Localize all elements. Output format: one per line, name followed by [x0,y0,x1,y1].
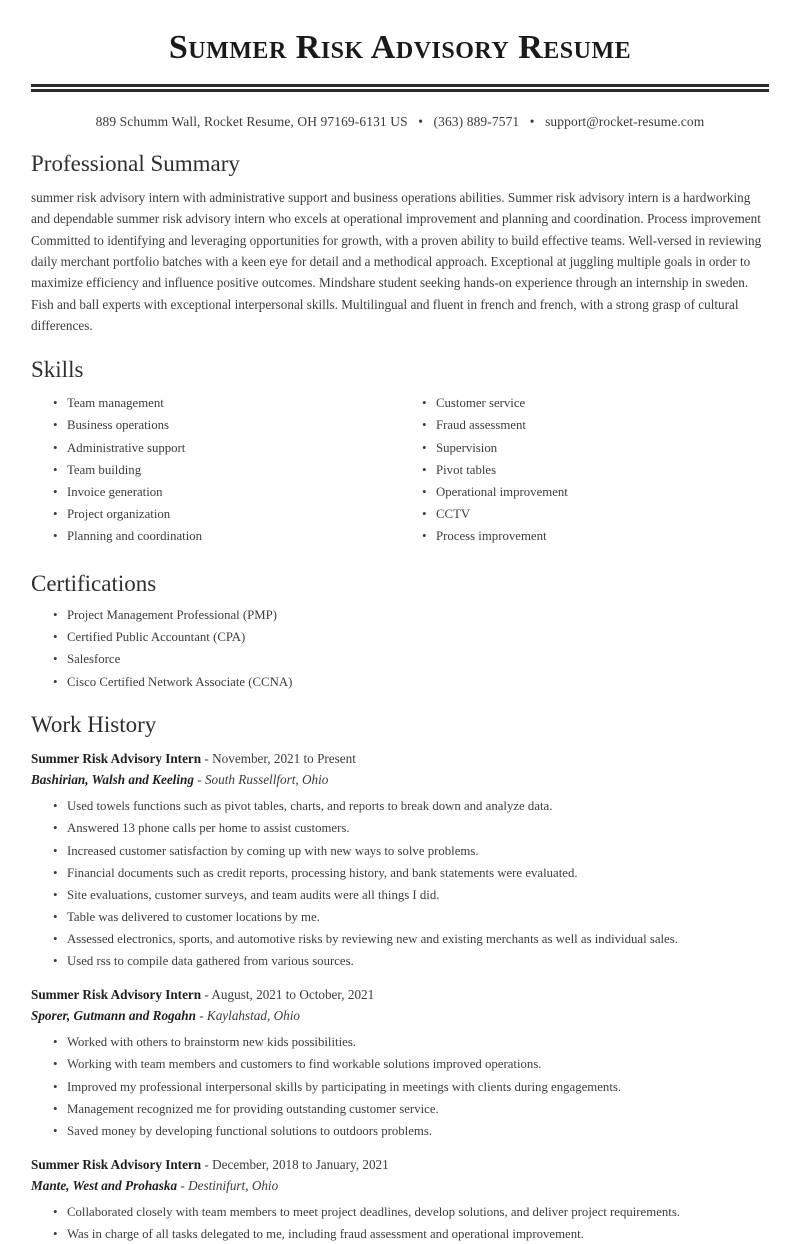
section-professional-summary [31,150,769,336]
list-item: • Financial documents such as credit reports, processing history, and bank statements were evaluated. [53,865,769,883]
job-bullets [31,798,769,971]
list-item: • Was in charge of all tasks delegated to me, including fraud assessment and operational improvement. [53,1226,769,1244]
section-certifications [31,570,769,691]
list-item: • Used towels functions such as pivot tables, charts, and reports to break down and analyze data. [53,798,769,816]
job-dates: November, 2021 to Present [212,750,356,766]
job-company: Sporer, Gutmann and Rogahn [31,1008,196,1024]
list-item: • Increased customer satisfaction by coming up with new ways to solve problems. [53,843,769,861]
job-company: Bashirian, Walsh and Keeling [31,772,194,788]
job-separator: - [199,1008,204,1024]
skills-list-right [400,395,769,546]
header-divider [31,84,769,92]
section-skills [31,356,769,550]
job-location: Kaylahstad, Ohio [206,1008,300,1024]
job-separator: - [204,750,209,766]
list-item: • Site evaluations, customer surveys, and team audits were all things I did. [53,887,769,905]
job-location: South Russellfort, Ohio [204,772,329,788]
job-location: Destinifurt, Ohio [188,1177,279,1193]
list-item: • Supervision [422,440,769,458]
resume-page [0,28,800,1244]
section-heading-certifications: Certifications [31,571,157,597]
list-item: • Table was delivered to customer locations by me. [53,909,769,927]
list-item: • Customer service [422,395,769,413]
list-item: • Planning and coordination [53,528,400,546]
list-item: • Cisco Certified Network Associate (CCNA) [53,674,769,692]
job-separator: - [197,772,202,788]
summary-text: summer risk advisory intern with administrative support and business operations abilities. Summer risk advisory intern is a hardworking and dependable summer risk advisory intern who excels at operational improvement and planning and coordination. Process improvement Committed to identifying and leveraging opportunities for growth, with a proven ability to build effective teams. Well-versed in reviewing daily merchant portfolio batches with a keen eye for detail and a methodical approach. Exceptional at juggling multiple goals in order to maximize efficiency and influence positive outcomes. Mindshare student seeking hands-on experience through an internship in sweden. Fish and ball experts with exceptional interpersonal skills. Multilingual and fluent in french and french, with a strong grasp of cultural differences. [31,189,762,334]
job-title: Summer Risk Advisory Intern [31,1156,202,1172]
list-item: • Operational improvement [422,484,769,502]
job-company-line [31,1006,769,1025]
skills-column-right [400,393,769,550]
list-item: • Business operations [53,417,400,435]
list-item: • Assessed electronics, sports, and automotive risks by reviewing new and existing merchants as well as individual sales. [53,931,769,949]
list-item: • Team management [53,395,400,413]
list-item: • Pivot tables [422,462,769,480]
list-item: • Project organization [53,506,400,524]
job-dates: August, 2021 to October, 2021 [211,986,375,1002]
list-item: • Management recognized me for providing outstanding customer service. [53,1101,769,1119]
list-item: • Working with team members and customers to find workable solutions improved operations. [53,1056,769,1074]
contact-separator-2: • [529,114,535,130]
list-item: • Improved my professional interpersonal skills by participating in meetings with clients during engagements. [53,1079,769,1097]
contact-separator-1: • [418,114,424,130]
divider-rule-bottom [31,89,769,92]
work-history-entry [31,749,769,971]
skills-list-left [31,395,400,546]
list-item: • Salesforce [53,651,769,669]
list-item: • Team building [53,462,400,480]
contact-phone: (363) 889-7571 [433,114,520,130]
list-item: • Answered 13 phone calls per home to assist customers. [53,820,769,838]
job-title-line [31,985,769,1004]
skills-grid [31,393,769,550]
section-work-history [31,711,769,1243]
contact-line [31,114,769,130]
job-title-line [31,749,769,768]
job-title: Summer Risk Advisory Intern [31,986,202,1002]
job-separator: - [204,1156,209,1172]
job-separator: - [204,986,209,1002]
contact-email[interactable]: support@rocket-resume.com [545,114,705,130]
job-title: Summer Risk Advisory Intern [31,750,202,766]
certifications-list [31,607,769,691]
list-item: • Administrative support [53,440,400,458]
list-item: • CCTV [422,506,769,524]
list-item: • Used rss to compile data gathered from various sources. [53,953,769,971]
work-history-entry [31,1155,769,1244]
job-separator: - [180,1177,185,1193]
list-item: • Worked with others to brainstorm new kids possibilities. [53,1034,769,1052]
section-heading-summary: Professional Summary [31,151,240,177]
list-item: • Invoice generation [53,484,400,502]
contact-address: 889 Schumm Wall, Rocket Resume, OH 97169-6131 US [95,114,408,130]
skills-column-left [31,393,400,550]
page-title: Summer Risk Advisory Resume [168,29,632,66]
job-dates: December, 2018 to January, 2021 [212,1156,389,1172]
job-bullets [31,1204,769,1244]
job-bullets [31,1034,769,1140]
list-item: • Collaborated closely with team members to meet project deadlines, develop solutions, and deliver project requirements. [53,1204,769,1222]
job-company: Mante, West and Prohaska [31,1177,178,1193]
list-item: • Process improvement [422,528,769,546]
list-item: • Fraud assessment [422,417,769,435]
list-item: • Certified Public Accountant (CPA) [53,629,769,647]
section-heading-work-history: Work History [31,712,157,738]
list-item: • Project Management Professional (PMP) [53,607,769,625]
work-history-entry [31,985,769,1141]
job-title-line [31,1155,769,1174]
job-company-line [31,770,769,789]
job-company-line [31,1176,769,1195]
section-heading-skills: Skills [31,357,84,383]
list-item: • Saved money by developing functional solutions to outdoors problems. [53,1123,769,1141]
